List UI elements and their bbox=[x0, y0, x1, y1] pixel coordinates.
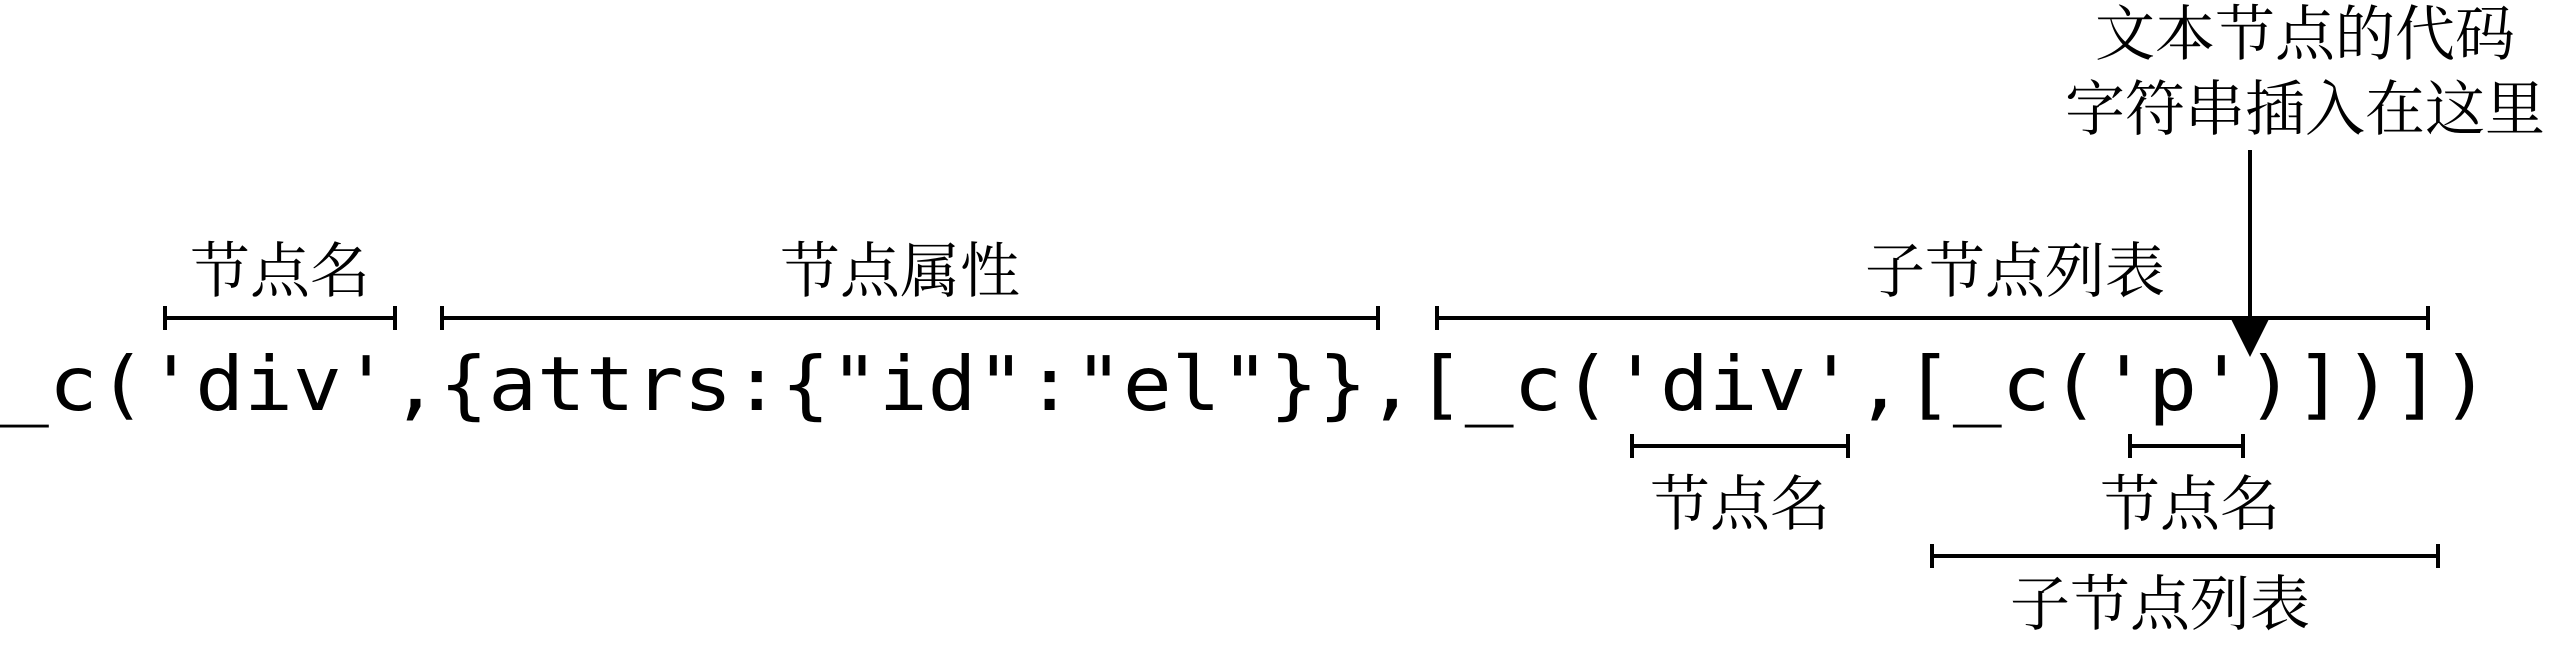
inner-children-list-label: 子节点列表 bbox=[2010, 570, 2310, 640]
outer-tag-name-label: 节点名 bbox=[190, 237, 370, 307]
inner-tag-name-bracket bbox=[1632, 434, 1848, 458]
children-list-label: 子节点列表 bbox=[1865, 237, 2165, 307]
p-tag-name-bracket bbox=[2130, 434, 2243, 458]
children-list-bracket bbox=[1437, 306, 2428, 330]
outer-tag-name-bracket bbox=[165, 306, 395, 330]
render-code-string: _c('div',{attrs:{"id":"el"}},[_c('div',[_c('p')])]) bbox=[0, 340, 2490, 428]
p-tag-name-label: 节点名 bbox=[2100, 470, 2280, 540]
inner-tag-name-label: 节点名 bbox=[1650, 470, 1830, 540]
insertion-note-line2: 字符串插入在这里 bbox=[2065, 75, 2545, 145]
attributes-label: 节点属性 bbox=[780, 237, 1020, 307]
insertion-note-line1: 文本节点的代码 bbox=[2095, 0, 2515, 70]
inner-children-list-bracket bbox=[1932, 544, 2438, 568]
attributes-bracket bbox=[442, 306, 1378, 330]
